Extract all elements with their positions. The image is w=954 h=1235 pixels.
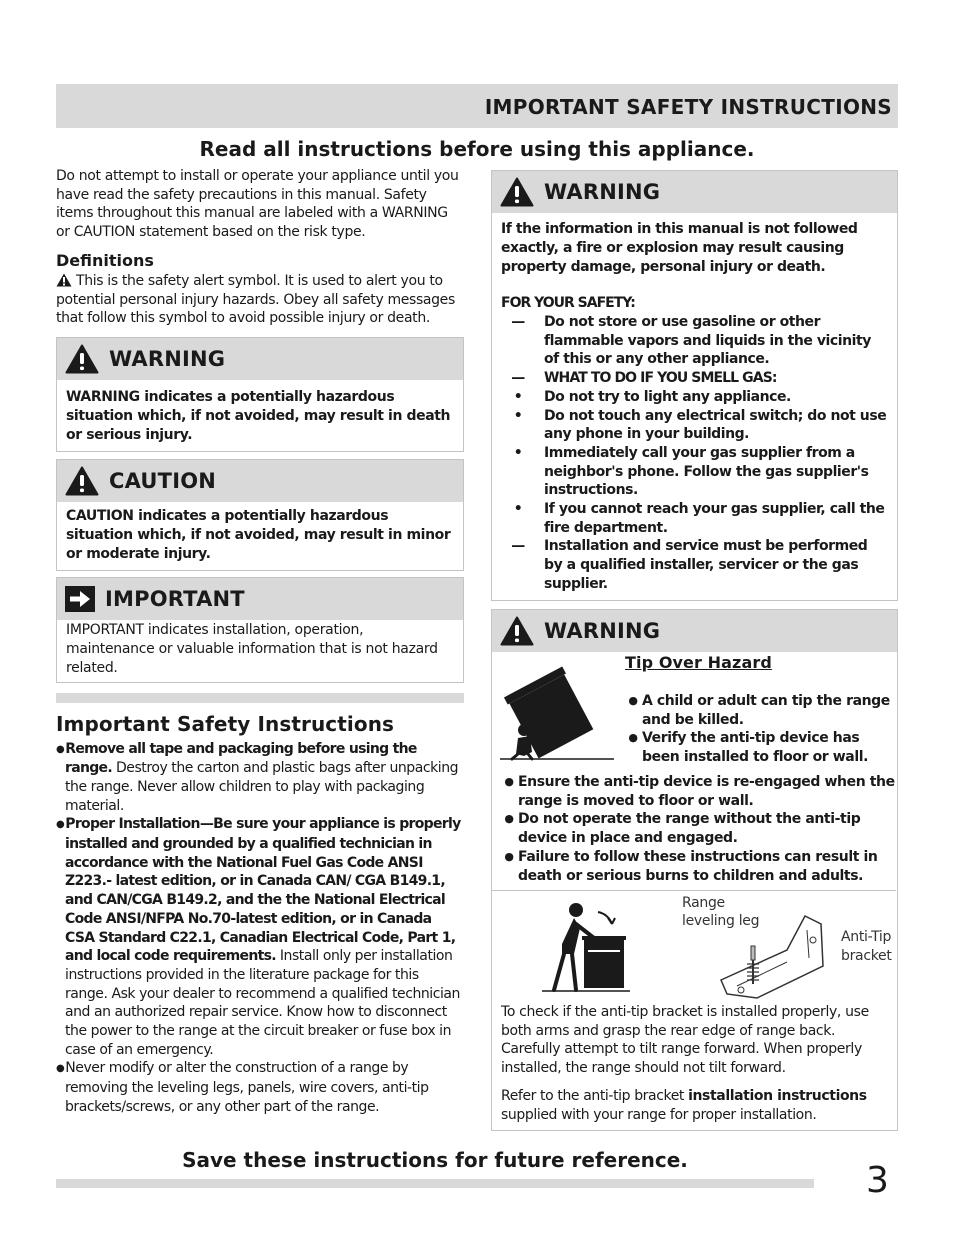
section-divider — [56, 693, 464, 703]
footer-bar — [56, 1179, 814, 1188]
warning-definition-title: WARNING — [109, 346, 226, 371]
tip-top-list — [624, 692, 894, 767]
refer-installation-text: Refer to the anti-tip bracket installation instructions supplied with your range for proper installation. — [501, 1088, 867, 1123]
warning-triangle-icon — [65, 344, 99, 374]
list-item: ● Failure to follow these instructions can result in death or serious burns to children and adults. — [504, 848, 878, 884]
list-item: ● Ensure the anti-tip device is re-engaged when the range is moved to floor or wall. — [504, 774, 895, 809]
tipping-range-illustration — [498, 658, 616, 762]
tip-warning-header — [492, 610, 897, 652]
anti-tip-check-text: To check if the anti-tip bracket is installed properly, use both arms and grasp the rear edge of range back. Carefully attempt to tilt range forward. When properly installed, the range should not tilt forward. — [501, 1004, 869, 1077]
important-definition-header — [57, 578, 463, 620]
definitions-body: This is the safety alert symbol. It is used to alert you to potential personal injury hazards. Obey all safety messages that follow this symbol to avoid possible injury or death. — [56, 273, 455, 326]
gas-warning-intro: If the information in this manual is not followed exactly, a fire or explosion may result causing property damage, personal injury or death. — [501, 221, 858, 275]
tip-warning-title: WARNING — [544, 619, 661, 643]
important-safety-heading: Important Safety Instructions — [56, 711, 395, 736]
right-column — [491, 170, 898, 1131]
definitions-heading: Definitions — [56, 251, 154, 270]
important-safety-list — [56, 740, 464, 1117]
list-item: • Do not try to light any appliance. — [513, 388, 791, 405]
important-definition-title: IMPORTANT — [105, 586, 245, 611]
tip-list — [500, 773, 895, 885]
list-item: ●Proper Installation—Be sure your appliance is properly installed and grounded by a qualified technician in accordance with the National Fuel Gas Code ANSI Z223.- latest edition, or in Canada CAN/ CGA B149.1, and CAN/CGA B149.2, and the the National Electrical Code ANSI/NFPA No.70-latest edition, or in Canada CSA Standard C22.1, Canadian Electrical Code, Part 1, and local code requirements. Install only per installation instructions provided in the literature package for this range. Ask your dealer to recommend a qualified technician and an authorized repair service. Know how to disconnect the power to the range at the circuit breaker or fuse box in case of an emergency. — [56, 816, 461, 1058]
tip-divider — [492, 890, 896, 891]
warning-definition-box — [56, 337, 464, 452]
list-item: • Do not touch any electrical switch; do not use any phone in your building. — [513, 407, 887, 443]
tip-over-hazard-title: Tip Over Hazard — [625, 653, 772, 672]
left-column — [56, 167, 464, 1117]
list-item: ● Verify the anti-tip device has been installed to floor or wall. — [628, 730, 869, 766]
anti-tip-bracket-label: Anti-Tip bracket — [841, 929, 892, 964]
list-item: • Immediately call your gas supplier from a neighbor's phone. Follow the gas supplier's instructions. — [513, 444, 869, 499]
warning-triangle-icon — [500, 177, 534, 207]
list-item: ● Do not operate the range without the anti-tip device in place and engaged. — [504, 811, 861, 847]
header-bar — [56, 84, 898, 128]
list-item: ● A child or adult can tip the range and be killed. — [628, 693, 890, 728]
caution-definition-text: CAUTION indicates a potentially hazardous situation which, if not avoided, may result in minor or moderate injury. — [66, 507, 451, 562]
safety-alert-icon — [56, 273, 72, 287]
person-tilting-range-illustration — [532, 898, 632, 994]
warning-definition-header — [57, 338, 463, 380]
list-item: — WHAT TO DO IF YOU SMELL GAS: — [511, 370, 777, 387]
page-number: 3 — [866, 1160, 889, 1201]
header-title: IMPORTANT SAFETY INSTRUCTIONS — [484, 95, 892, 119]
gas-warning-header — [492, 171, 897, 213]
important-definition-text: IMPORTANT indicates installation, operation, maintenance or valuable information that is not hazard related. — [66, 621, 438, 676]
gas-warning-box — [491, 170, 898, 601]
definitions-text — [56, 272, 464, 328]
important-definition-box — [56, 577, 464, 683]
warning-definition-text: WARNING indicates a potentially hazardous situation which, if not avoided, may result in death or serious injury. — [66, 388, 451, 443]
for-your-safety-label: FOR YOUR SAFETY: — [501, 295, 635, 311]
gas-safety-list — [492, 313, 889, 594]
list-item: — Installation and service must be performed by a qualified installer, servicer or the gas supplier. — [511, 538, 868, 592]
footer-heading: Save these instructions for future reference. — [182, 1148, 688, 1172]
main-heading: Read all instructions before using this appliance. — [199, 137, 755, 161]
intro-text: Do not attempt to install or operate your appliance until you have read the safety precautions in this manual. Safety items throughout this manual are labeled with a WARNING or CAUTION statement based on the risk type. — [56, 168, 459, 240]
tip-warning-box — [491, 609, 898, 1131]
list-item: • If you cannot reach your gas supplier, call the fire department. — [513, 501, 885, 536]
list-item: ●Never modify or alter the construction of a range by removing the leveling legs, panels, wire covers, anti-tip brackets/screws, or any other part of the range. — [56, 1060, 429, 1115]
caution-triangle-icon — [65, 466, 99, 496]
warning-triangle-icon — [500, 616, 534, 646]
arrow-right-icon — [65, 586, 95, 612]
list-item: ●Remove all tape and packaging before using the range. Destroy the carton and plastic bags after unpacking the range. Never allow children to play with packaging material. — [56, 740, 459, 814]
caution-definition-title: CAUTION — [109, 468, 217, 493]
gas-warning-title: WARNING — [544, 180, 661, 204]
range-leveling-leg-label: Range leveling leg — [682, 895, 760, 929]
caution-definition-header — [57, 460, 463, 502]
caution-definition-box — [56, 459, 464, 571]
list-item: — Do not store or use gasoline or other flammable vapors and liquids in the vicinity of this or any other appliance. — [511, 314, 871, 368]
